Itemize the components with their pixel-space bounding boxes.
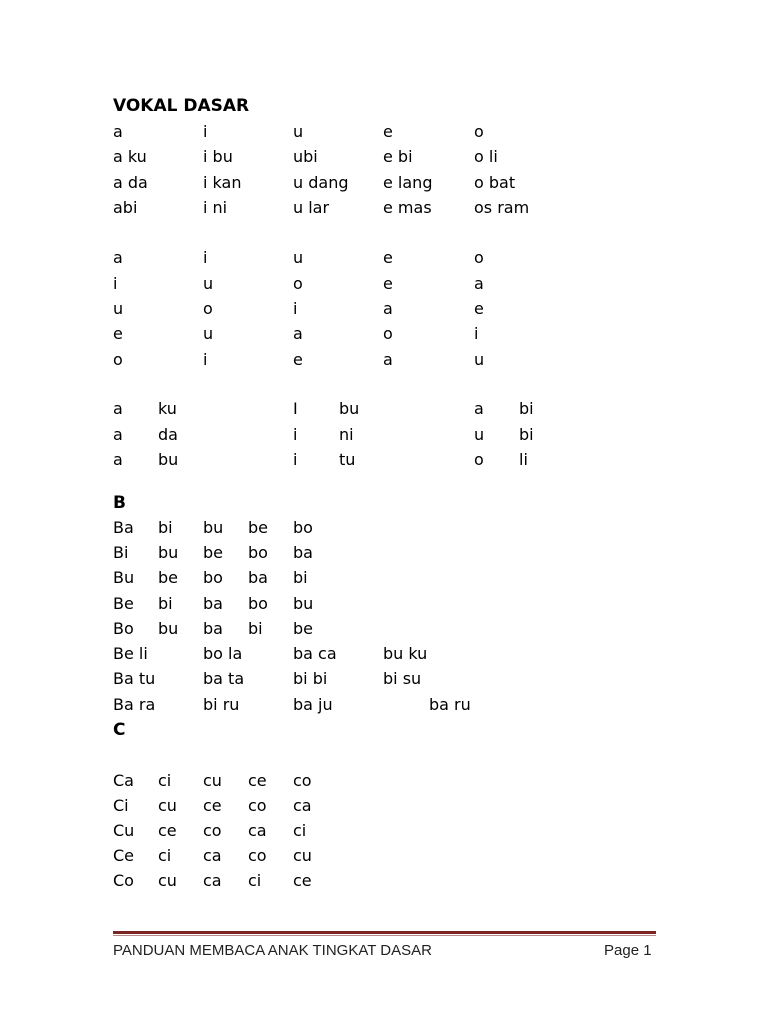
footer-divider (113, 931, 656, 934)
syllable: i ni (203, 198, 228, 217)
syllable: u (203, 324, 214, 343)
syllable: ci (158, 846, 172, 865)
syllable: i (203, 122, 208, 141)
syllable: os ram (474, 198, 530, 217)
syllable: ca (203, 871, 222, 890)
heading-vokal-dasar: VOKAL DASAR (113, 96, 250, 116)
syllable: o (293, 274, 303, 293)
word: bu ku (383, 644, 428, 663)
syllable: a ku (113, 147, 147, 166)
word: bi ru (203, 695, 240, 714)
footer-divider-thin (113, 935, 656, 936)
syllable: co (248, 796, 267, 815)
vokal-row (0, 144, 768, 169)
syllable: a (383, 299, 393, 318)
syllable: o (383, 324, 393, 343)
syllable: ubi (293, 147, 318, 166)
vokal-row (0, 195, 768, 220)
syllable: co (203, 821, 222, 840)
c-syllable-row (0, 843, 768, 868)
syllable: bi (158, 594, 173, 613)
syllable: bu (158, 619, 179, 638)
syllable: a da (113, 173, 148, 192)
syllable: I (293, 399, 298, 418)
c-syllable-row (0, 768, 768, 793)
syllable: be (248, 518, 268, 537)
word: ba ju (293, 695, 333, 714)
syllable: a (113, 248, 123, 267)
b-word-row (0, 641, 768, 666)
syllable: Ce (113, 846, 135, 865)
syllable: i (293, 299, 298, 318)
syllable: ba (203, 594, 223, 613)
vowel-drill-row (0, 321, 768, 346)
syllable: bu (158, 543, 179, 562)
syllable: cu (158, 871, 177, 890)
syllable: u (293, 122, 304, 141)
syllable: ca (203, 846, 222, 865)
word: bo la (203, 644, 243, 663)
pair-row (0, 447, 768, 472)
pair-row (0, 396, 768, 421)
syllable: Bu (113, 568, 135, 587)
syllable: u (113, 299, 124, 318)
word: bi su (383, 669, 422, 688)
syllable: bi (293, 568, 308, 587)
word: ba ca (293, 644, 337, 663)
syllable: i (293, 450, 298, 469)
syllable: bi (519, 399, 534, 418)
syllable: o bat (474, 173, 516, 192)
b-word-row (0, 692, 768, 717)
syllable: o (474, 450, 484, 469)
syllable: e bi (383, 147, 413, 166)
word: Be li (113, 644, 148, 663)
vokal-row (0, 119, 768, 144)
syllable: e mas (383, 198, 432, 217)
b-syllable-row (0, 540, 768, 565)
vowel-drill-row (0, 245, 768, 270)
syllable: cu (203, 771, 222, 790)
syllable: Co (113, 871, 134, 890)
syllable: o (474, 248, 484, 267)
syllable: a (474, 274, 484, 293)
syllable: Cu (113, 821, 135, 840)
syllable: o li (474, 147, 498, 166)
syllable: bi (519, 425, 534, 444)
syllable: bo (203, 568, 223, 587)
syllable: o (113, 350, 123, 369)
syllable: Bi (113, 543, 129, 562)
b-word-row (0, 666, 768, 691)
word: bi bi (293, 669, 328, 688)
syllable: be (203, 543, 223, 562)
syllable: da (158, 425, 178, 444)
syllable: ba (248, 568, 268, 587)
syllable: ci (293, 821, 307, 840)
syllable: u (203, 274, 214, 293)
b-syllable-row (0, 565, 768, 590)
syllable: bo (248, 594, 268, 613)
syllable: e (383, 274, 393, 293)
syllable: ci (158, 771, 172, 790)
syllable: ci (248, 871, 262, 890)
syllable: li (519, 450, 528, 469)
vowel-drill-row (0, 271, 768, 296)
syllable: ce (158, 821, 177, 840)
syllable: bi (248, 619, 263, 638)
syllable: e (474, 299, 484, 318)
syllable: bu (158, 450, 179, 469)
syllable: ku (158, 399, 177, 418)
syllable: ce (248, 771, 267, 790)
syllable: o (203, 299, 213, 318)
c-syllable-row (0, 793, 768, 818)
syllable: u (474, 350, 485, 369)
syllable: i (203, 350, 208, 369)
syllable: Ca (113, 771, 134, 790)
c-syllable-row (0, 868, 768, 893)
syllable: be (158, 568, 178, 587)
syllable: i (474, 324, 479, 343)
footer-page-number: Page 1 (604, 942, 652, 959)
syllable: u lar (293, 198, 330, 217)
syllable: e (113, 324, 123, 343)
syllable: e (293, 350, 303, 369)
vowel-drill-row (0, 347, 768, 372)
syllable: bu (293, 594, 314, 613)
syllable: e (383, 122, 393, 141)
heading-b: B (113, 493, 126, 513)
syllable: u (293, 248, 304, 267)
vowel-drill-row (0, 296, 768, 321)
syllable: ba (293, 543, 313, 562)
syllable: a (113, 450, 123, 469)
b-syllable-row (0, 591, 768, 616)
syllable: ba (203, 619, 223, 638)
syllable: a (474, 399, 484, 418)
syllable: u dang (293, 173, 349, 192)
syllable: a (113, 399, 123, 418)
syllable: ca (293, 796, 312, 815)
word: ba ta (203, 669, 245, 688)
syllable: i kan (203, 173, 242, 192)
syllable: i (113, 274, 118, 293)
syllable: Be (113, 594, 134, 613)
syllable: co (248, 846, 267, 865)
syllable: cu (158, 796, 177, 815)
syllable: bo (248, 543, 268, 562)
syllable: a (293, 324, 303, 343)
syllable: a (113, 122, 123, 141)
syllable: ni (339, 425, 354, 444)
pair-row (0, 422, 768, 447)
syllable: bu (339, 399, 360, 418)
syllable: e lang (383, 173, 433, 192)
syllable: Ba (113, 518, 134, 537)
syllable: i bu (203, 147, 233, 166)
syllable: abi (113, 198, 138, 217)
b-syllable-row (0, 515, 768, 540)
b-syllable-row (0, 616, 768, 641)
syllable: a (383, 350, 393, 369)
syllable: e (383, 248, 393, 267)
heading-c: C (113, 720, 126, 740)
syllable: bi (158, 518, 173, 537)
syllable: tu (339, 450, 356, 469)
syllable: bo (293, 518, 313, 537)
syllable: Bo (113, 619, 134, 638)
syllable: i (293, 425, 298, 444)
c-syllable-row (0, 818, 768, 843)
word: Ba ra (113, 695, 156, 714)
vokal-row (0, 170, 768, 195)
syllable: co (293, 771, 312, 790)
syllable: Ci (113, 796, 129, 815)
syllable: ca (248, 821, 267, 840)
syllable: a (113, 425, 123, 444)
syllable: i (203, 248, 208, 267)
word: ba ru (429, 695, 471, 714)
syllable: u (474, 425, 485, 444)
syllable: cu (293, 846, 312, 865)
syllable: o (474, 122, 484, 141)
syllable: bu (203, 518, 224, 537)
footer-title: PANDUAN MEMBACA ANAK TINGKAT DASAR (113, 942, 432, 959)
syllable: ce (203, 796, 222, 815)
syllable: be (293, 619, 313, 638)
syllable: ce (293, 871, 312, 890)
word: Ba tu (113, 669, 156, 688)
